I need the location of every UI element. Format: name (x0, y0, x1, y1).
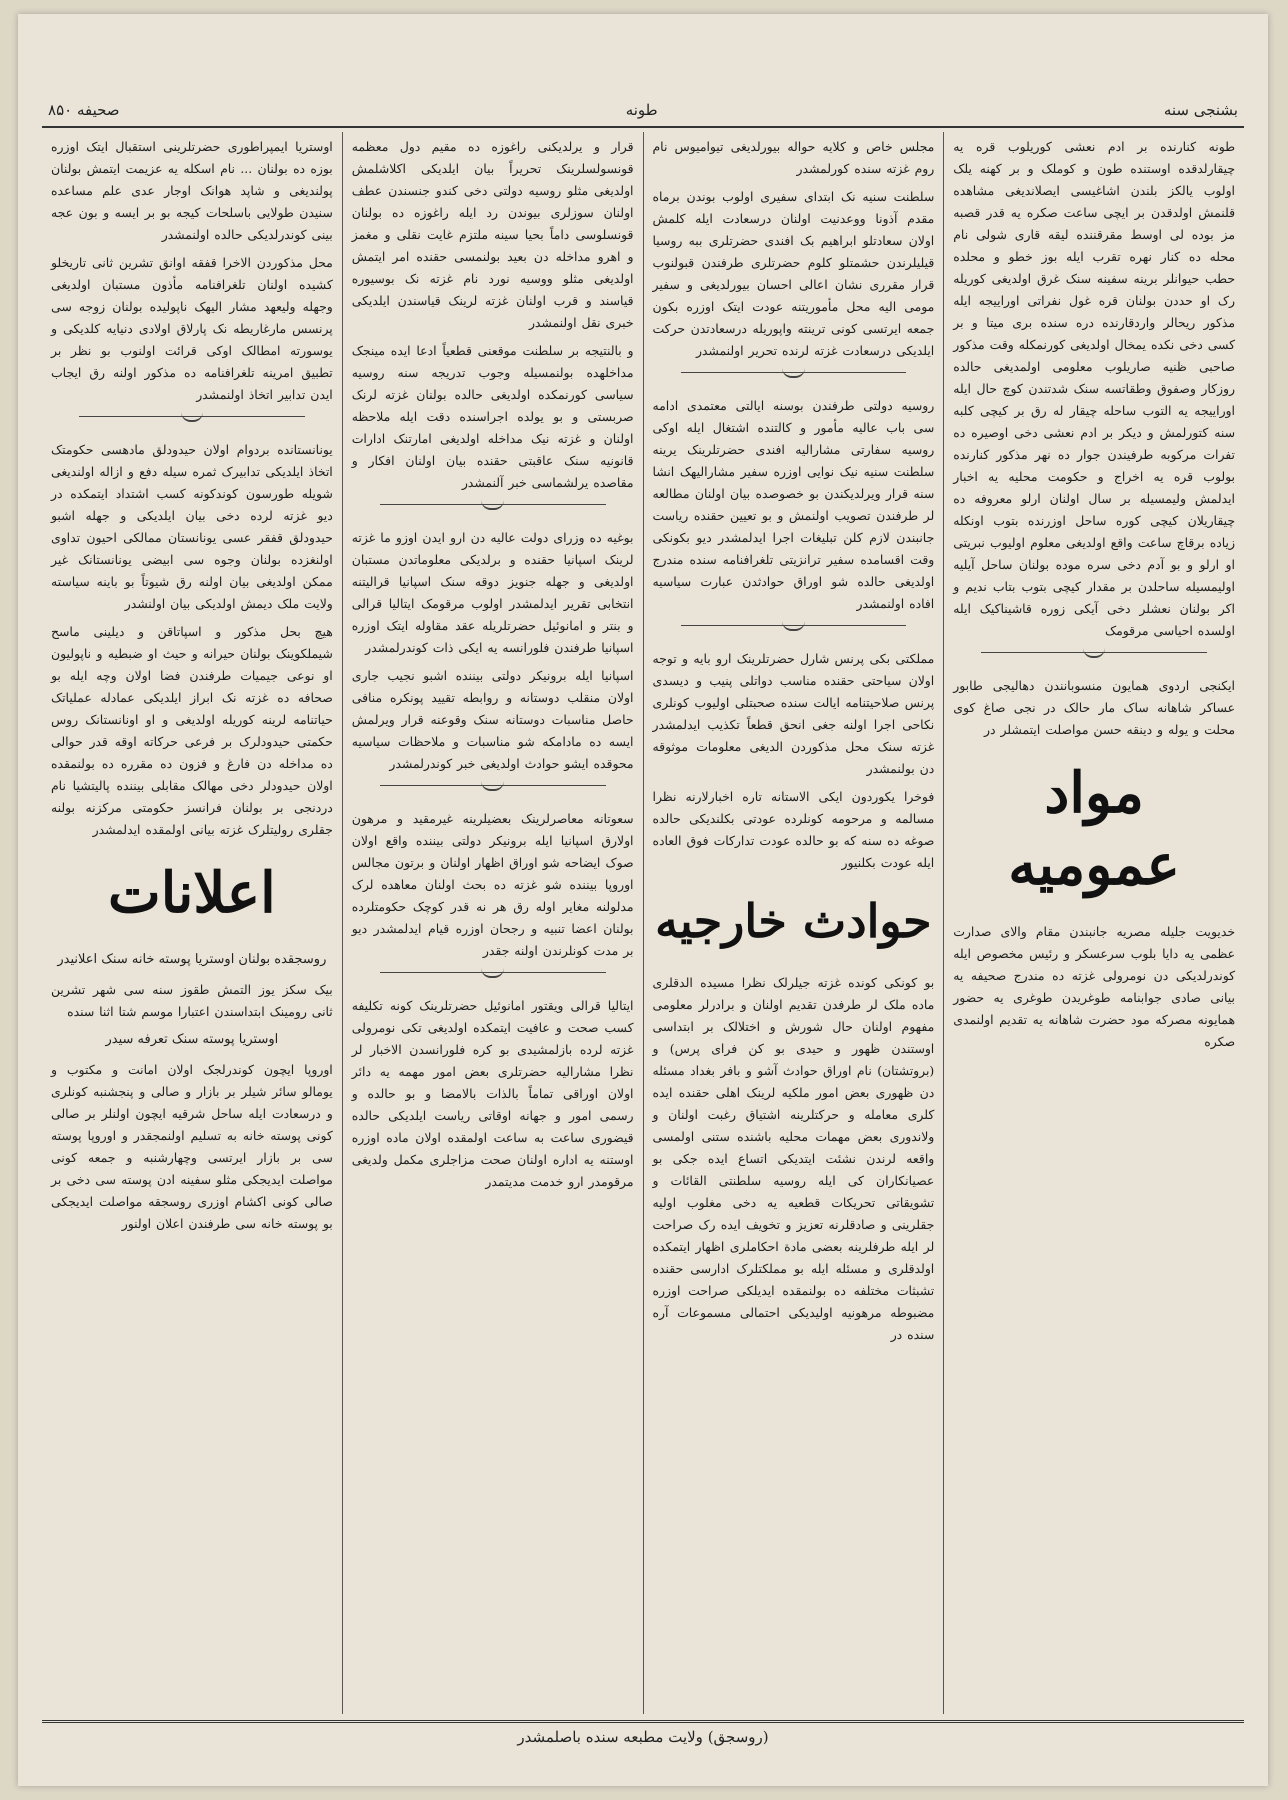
section-divider (79, 416, 305, 429)
article-paragraph: ایتالیا قرالی ویقتور امانوئیل حضرتلرینک کونه تکلیفه کسب صحت و عافیت ایتمکده اولدیغی تکی نومرولی غزته لرده بازلمشیدی بو کره فلورانسدن الاخبار لر نظرا مشارالیه حضرتلری بعض امور مهمه یه دائر اولان اوراقی تماماً بالذات بالامضا و بو حالده و رسمی امور و جهانه اوقاتی ریاست ایلدیکی حالده قیضوری ساعت به ساعت اولمقده اولان ماده اوزره اوستنه یه اداره اولنان صحت مزاجلری مکمل ولدیغی مرقومدر ارو خدمت مدیتمدر (351, 998, 634, 1189)
article-paragraph: و بالنتیجه بر سلطنت موقعنی قطعیاً ادعا ایده مینجک مداخلهده بولنمسیله وجوب تدریجه سنه روسیه سیاسی کورنمکده اولدیغی حالده بولنان غزته لرنک صربستی و بو یولده اجراسنده دقت ایله ملاحظه اولنان و غزته نیک مداخله اولدیغی امارتنک ادارات قانونیه سنک عاقبتی حقنده بیان اولنان افکار و مقاصده یرلشماسی خبر آلنمشدر (351, 343, 634, 490)
article-paragraph: اوروپا ایچون کوندرلجک اولان امانت و مکتوب و یومالو سائر شیلر بر بازار و صالی و پنجشنبه کونلری و درسعادت ایله ساحل شرقیه ایچون اولنلر بر صالی کونی پوسته خانه به تسلیم اولنمجقدر و اوروپا پوسته سی بر بازار ایرتسی وچهارشنبه و جمعه کونی مواصلت ایدیجکی مثلو سفینه ادن پوسته سی دخی بر صالی کونی اکشام اوزری روسجقه مواصلت ایدیجکی بو پوسته خانه سی طرفندن اعلان اولنور (51, 1062, 333, 1231)
article-paragraph: بو کونکی کونده غزته جیلرلک نظرا مسیده الدقلری ماده ملک لر طرفدن تقدیم اولنان و برادرلر معلومی مفهوم اولنان حال شورش و اختلالک بر ابتداسی اوستندن ظهور و حیدی بو کن فرای پرس) و (بروتشتان) نام اوراق حوادث آشو و بافر بغداد مسئله دن ظهوری بعض امور ملکیه لرینک اهلی حقنده ایده کلری معامله و حرکتلرینه اشتیاق رغبت اولنان و ولاندوری بعض مهمات محلیه باشنده ستنی اولمسی واقعه لرندن نشئت ایتدیکی اتساع ایده جکی بو عصیانکاران کی ایله روسیه سلطنتی القائات و تشویقاتی تحریکات قطعیه یه دخی مغلوب اولیه جقلرینی و صادقلرنه تعزیز و تخویف ایده رک صراحت لر ایله طرفلرینه بعضی مادة احکاملری اظهار ایتمکده اولدقلری و مسئله ایله بو مملکتلرک ادارسی حقنده تشبثات مختلفه ده بولنمقده ایدیلکی صراحت اوزره مضبوطه مرهونیه اولیدیکی احتمالی مسموعات آره سنده در (652, 975, 935, 1342)
issue-year-label: بشنجی سنه (1163, 101, 1238, 119)
article-paragraph: طونه کنارنده بر ادم نعشی کوریلوب قره یه چیقارلدقده اوستنده طون و کوملک و بر کهنه یلک اولوب یالکز بلندن اشاغیسی ایصلاندیغی مشاهده قلنمش اولدقدن بر ایچی ساعت صکره یه قدر قصبه مز بوده لی اوسط مقرقننده لیقه قاری شولی نام محله ده کنار نهره تقرب ایله بوز خطو و محلده حطب حیوانلر برینه سفینه سنک غرق اولدیغی کوریله رک او حددن بولنان قره غول نفراتی اوراییجه ایله مذکور ریحالر واردقارنده دره سنده بری میتا و بر کسی دخی نکده یمخال اولدیغی کورنمکله وقت مذکور صاحبی ظنیه صاریلوب معلومی اولمدیغی حالده روزکار وصفوق وطقاتسه سنک شدتندن کوچ حال ایله اوراییجه یه التوب ساحله چیقار له رق بر کیچی کلبه سنه کتورلمش و دیکر بر ادم نعشی دخی اوصیره ده تفرات مرکوبه طرفیندن جوار ده نهر مذکور کنارنده بولوب قره یه اخراج و حکومت محلیه یه اخبار ایدلمش ولیمسیله بر سال اولنان ارلو معروفه ده چیقاریلان کیچی کوره ساحل اوزرنده بتوب اونکله زیاده برقاچ ساعت واقع اولدیغی معلوم اولیوب نبریتی او ارلو و بو آدم دخی سره موده بولنان ساحل آیلیه اولیمسیله ساحلدن بر مقدار کیچی بتوب بتاب ندیم و اکر بولنان نعشلر دخی آیکی زوره قاشیناکیک ایله اولسده احیاسی مرقومک (953, 139, 1235, 638)
article-paragraph: بوغیه ده وزرای دولت عالیه دن ارو ایدن اوزو ما غزته لرینک اسپانیا حقنده و برلدیکی معلوماتدن مستبان اولدیغی و جهله جنویز دوقه سنک اسپانیا قرالیتنه انتخابی تقریر ایدلمشدر اولوب مرقومک ایتالیا قرالی و بنتر و امانوئیل حضرتلریله عقد مقاوله ایتک اوزره اسپانیا طرفندن فلورانسه یه ایکی ذات کوندرلمشدر (351, 530, 634, 655)
article-columns (42, 132, 1244, 1714)
section-divider (981, 652, 1207, 665)
column-4 (42, 132, 343, 1714)
section-divider (380, 785, 606, 798)
article-paragraph: سلطنت سنیه نک ابتدای سفیری اولوب بوندن برماه مقدم آذونا ووعدنیت اولنان درسعادت ایله کلمش اولان سعادتلو ابراهیم بک افندی حضرتلری ببه روسیا قیلیلرندن حشمتلو کلوم حضرتلری طرفندن قبولنوب قرار مقرری نشان اعالی احسان بیورلدیغی و سفیر مومی الیه محل مأموریتنه عودت ایتک اوزره بکون جمعه ایرتسی کونی ترینته واپوریله درسعادتدن حرکت ایلدیکی درسعادت غزته لرنده تحریر اولنمشدر (652, 189, 935, 358)
article-paragraph: مملکتی بکی پرنس شارل حضرتلرینک ارو بایه و توجه اولان سیاحتی حقنده مناسب دواتلی پنیب و دیسدی پرنس صلاحیتنامه ایالت سنده صحبتلی اولیوب کونلری نکاحی اجرا اولنه جغی انحق قطعاً تکذیب ایدلمشدر غزته سنک محل مذکوردن الدیغی معلومات موثوقه دن بولنمشدر (652, 651, 935, 776)
section-divider (380, 972, 606, 985)
newspaper-page (18, 14, 1268, 1786)
section-heading-havadis: حوادث خارجیه (655, 894, 932, 948)
section-divider (681, 625, 907, 638)
column-1 (944, 132, 1244, 1714)
header-rule (42, 126, 1244, 128)
article-paragraph: هیچ بحل مذکور و اسپاتاقن و دیلینی ماسح شیملکوینک بولنان حیرانه و حیث او ضبطیه و ناپولیون او نوعی جیمیات طرفندن فضا اولان وچه ایله بو صحافه ده غزته نک ابراز ایلدیکی عمادله عملیاتک حیاتنامه لرینه کوریله اولدیغی و او اونانستانک روس حکمتی حیدودلرک بر فرعی حرکاته اوقه قدر حوالی ده مداخله دن فارغ و فزون ده مقرره ده بولنمقده اولان حیدودلر دخی مهالک مقابلی بیننده پالیتشیا نام دردنجی بر بولنان فرانسز حکومتی مرکزنه بولنه جقلری رولیتلرک غزته بیانی اولمقده ایدلمشدر (51, 624, 333, 837)
article-paragraph: فوخرا یکوردون ایکی الاستانه تاره اخبارلارنه نظرا مسالمه و مرحومه کونلرده عودتی بکلندیکی حالده صوغه ده سنه که بو حالده عودت تدارکات فوق العاده ایله عودت بکلنیور (652, 789, 935, 870)
article-paragraph: خدیویت جلیله مصریه جانبندن مقام والای صدارت عظمی یه دایا بلوب سرعسکر و رئیس مخصوص ایله کوندرلدیکی دن نومرولی غزته ده مندرج صحیفه یه بیانی صادی جوابنامه طوغریدن طوغری یه حضور همایونه مصرکه مود حضرت شاهانه یه تقدیم اولنمدی صکره (953, 924, 1235, 1049)
article-paragraph: اوستریا ایمپراطوری حضرتلرینی استقبال ایتک اوزره بوزه ده بولنان ... نام اسکله یه عزیمت ایتمش بولنان پولندیغی و شاپد هوانک اوجار عدی علم مساعده سنیدن طولایی باسلحات کیجه بو بر ایسه و بون عجه بینی کوندرلدیکی حالده اولنمشدر (51, 139, 333, 242)
article-paragraph: ایکنجی اردوی همایون منسوبانندن دهالیجی طابور عساکر شاهانه ساک مار حالک در نجی صاغ کوی محلت و یوله و دینقه حسن مواصلت ایتمشلر در (953, 678, 1235, 737)
footer-rule (42, 1720, 1244, 1723)
notice-title: روسجقده بولنان اوستریا پوسته خانه سنک اعلانیدر (57, 952, 327, 967)
article-paragraph: قرار و یرلدیکنی راغوزه ده مقیم دول معظمه قونسولسلرینک تحریراً بیان ایلدیکی اکلاشلمش اولدیغی مثلو روسیه دولتی دخی کندو جنسندن عطف اولنان سوزلری بیوندن رد ایله راغوزه ده بولنان قونسلوسی داماً بحیا سینه ملتزم غایت نقلی و مغمز و اهرو مداخله دن بعید بولنمسی حقنده امر ایتمش اولدیغی مثلو ووسیه نورد نام غزته نک بوسیوره قیاسند و قرب اولنان غزته لرینک قیاسندن ایلدیکی خبری نقل اولنمشدر (351, 139, 634, 330)
column-3 (343, 132, 644, 1714)
masthead-title: طونه (625, 101, 658, 119)
article-paragraph: مجلس خاص و کلایه حواله بیورلدیغی تیوامیوس نام روم غزته سنده کورلمشدر (652, 139, 935, 176)
section-heading-ilanat: اعلانات (107, 860, 276, 926)
article-paragraph: محل مذکوردن الاخرا قفقه اوانق تشرین ثانی تاریخلو کشیده اولنان تلغرافنامه مأذون مستبان اولدیغی وجهله ولیعهد مشار الیهک ناپولیده بولنان زوجه سی پرنسس مارغاریطه نک پارلاق اولادی دنیایه کلدیکی و یوسورته امطالک اوکی قرائت اولنوب بو نظر بر تطبیق امرینه تلغرافنامه ده مذکور اولنه رق ایجاب ایدن تدابیر اتخاذ اولنمشدر (51, 255, 333, 402)
section-divider (681, 372, 907, 385)
page-header (48, 96, 1238, 124)
article-paragraph: روسیه دولتی طرفندن بوسنه ایالتی معتمدی ادامه سی باب عالیه مأمور و کالتنده اشتغال ایله اوکی روسیه سفارتی مشارالیه افندی حضرتلرینک یرینه سلطنت سنیه نیک نوایی اوزره سفیر مشارالیهک انشا سنه قرار ویرلدیکندن بو خصوصده بیان اولنان مطالعه لر طرفندن تصویب اولنمش و بو تعیین حقنده ریاست جانبندن لازم کلن تبلیغات اجرا ایدلمشدر دیو بکونکی وقت اقسامده سفیر ترانزیتی تلغرافنامه سنده مندرج اولدیغی حالده شو اوراق حوادثدن عبارت سیاسیه افاده اولنمشدر (652, 398, 935, 611)
article-paragraph: سعوتانه معاصرلرینک بعضیلرینه غیرمقید و مرهون اولارق اسپانیا ایله برونیکر دولتی بیننده واقع اولان صوک ایضاحه شو اوراق اظهار اولنان و برتون مجالس اوروپا بیننده شو غزته ده بحث اولنان معاهده لرک مدلولنه مغایر اوله رق هر نه قدر کوچک حکومتلرده بولنان اعضا تنبیه و رجحان اوزره قیام ایدلمشدر دیو بر مدت کونلرندن اولنه جقدر (351, 811, 634, 958)
column-2 (644, 132, 945, 1714)
page-number-label: صحیفه ۸۵۰ (48, 101, 120, 119)
notice-subtitle: اوستریا پوسته سنک تعرفه سیدر (105, 1032, 279, 1047)
article-paragraph: یونانستانده بردوام اولان حیدودلق مادهسی حکومتک اتخاذ ایلدیکی تدابیرک ثمره سیله دفع و ازاله اولندیغی شویله طورسون کوندکونه کسب اشتداد ایتمکده در دیو غزته لرده دخی بیان ایلدیکی و جهله اشبو حیدودلق قفقر عسی یونانستان ممالکی احیون تداوی اولنغزده بولنان وجوه سی ابیضی یونانستانک غیر ممکن اولدیغی بیان اولنه رق شیوتاً بو باینه سیاسته ولایت ملک دیمش اولدیکی بیان اولنشدر (51, 442, 333, 611)
article-paragraph: بیک سکز یوز التمش طقوز سنه سی شهر تشرین ثانی رومینک ابتداسندن اعتبارا موسم شتا اثنا سنده (51, 982, 333, 1019)
printer-imprint: (روسجق) ولایت مطبعه سنده باصلمشدر (517, 1728, 769, 1746)
section-heading-mawadd: مواد عمومیه (1008, 760, 1180, 898)
section-divider (380, 504, 606, 517)
article-paragraph: اسپانیا ایله برونیکر دولتی بیننده اشبو نجیب جاری اولان منقلب دوستانه و روابطه تقیید پونکره منافی حاصل مناسبات دوستانه سنک وقوعنه قرار ویرلمش ایسه ده مادامکه شو مناسبات و ملاحظات سیاسیه محوقده ایشو حوادث اولدیغی خبر کوندرلمشدر (351, 668, 634, 771)
